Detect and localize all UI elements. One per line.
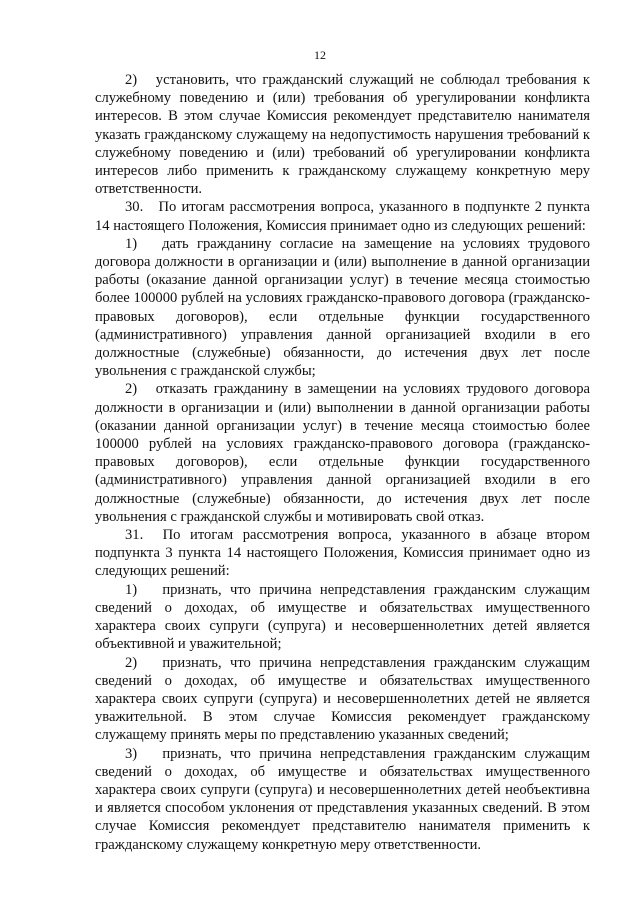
- document-body: [95, 71, 590, 854]
- paragraph: 1) признать, что причина непредставления гражданским служащим сведений о доходах, об имуществе и обязательствах имущественного характера своих супруги (супруга) и несовершеннолетних детей является объективной и уважительной;: [95, 581, 590, 653]
- paragraph: 2) отказать гражданину в замещении на условиях трудового договора должности в организации и (или) выполнении в данной организации работы (оказании данной организации услуг) в течение месяца стоимостью более 100000 рублей на условиях гражданско-правового договора (гражданско-правовых договоров), если отдельные функции государственного (административного) управления данной организацией входили в его должностные (служебные) обязанности, до истечения двух лет после увольнения с гражданской службы и мотивировать свой отказ.: [95, 381, 590, 525]
- page-number: 12: [314, 48, 326, 62]
- paragraph: 2) установить, что гражданский служащий не соблюдал требования к служебному поведению и (или) требования об урегулировании конфликта интересов. В этом случае Комиссия рекомендует представителю нанимателя указать гражданскому служащему на недопустимость нарушения требований к служебному поведению и (или) требований об урегулировании конфликта интересов либо применить к гражданскому служащему конкретную меру ответственности.: [95, 72, 590, 198]
- paragraph: 3) признать, что причина непредставления гражданским служащим сведений о доходах, об имуществе и обязательствах имущественного характера своих супруги (супруга) и несовершеннолетних детей необъективна и является способом уклонения от представления указанных сведений. В этом случае Комиссия рекомендует представителю нанимателя применить к гражданскому служащему конкретную меру ответственности.: [95, 745, 590, 853]
- paragraph: 1) дать гражданину согласие на замещение на условиях трудового договора должности в организации и (или) выполнение в данной организации работы (оказание данной организации услуг) в течение месяца стоимостью более 100000 рублей на условиях гражданско-правового договора (гражданско-правовых договоров), если отдельные функции государственного (административного) управления данной организацией входили в его должностные (служебные) обязанности, до истечения двух лет после увольнения с гражданской службы;: [95, 235, 590, 380]
- paragraph: 31. По итогам рассмотрения вопроса, указанного в абзаце втором подпункта 3 пункта 14 настоящего Положения, Комиссия принимает одно из следующих решений:: [95, 527, 590, 580]
- paragraph: 30. По итогам рассмотрения вопроса, указанного в подпункте 2 пункта 14 настоящего Положения, Комиссия принимает одно из следующих решений:: [95, 199, 590, 234]
- paragraph: 2) признать, что причина непредставления гражданским служащим сведений о доходах, об имуществе и обязательствах имущественного характера своих супруги (супруга) и несовершеннолетних детей не является уважительной. В этом случае Комиссия рекомендует гражданскому служащему принять меры по представлению указанных сведений;: [95, 654, 590, 744]
